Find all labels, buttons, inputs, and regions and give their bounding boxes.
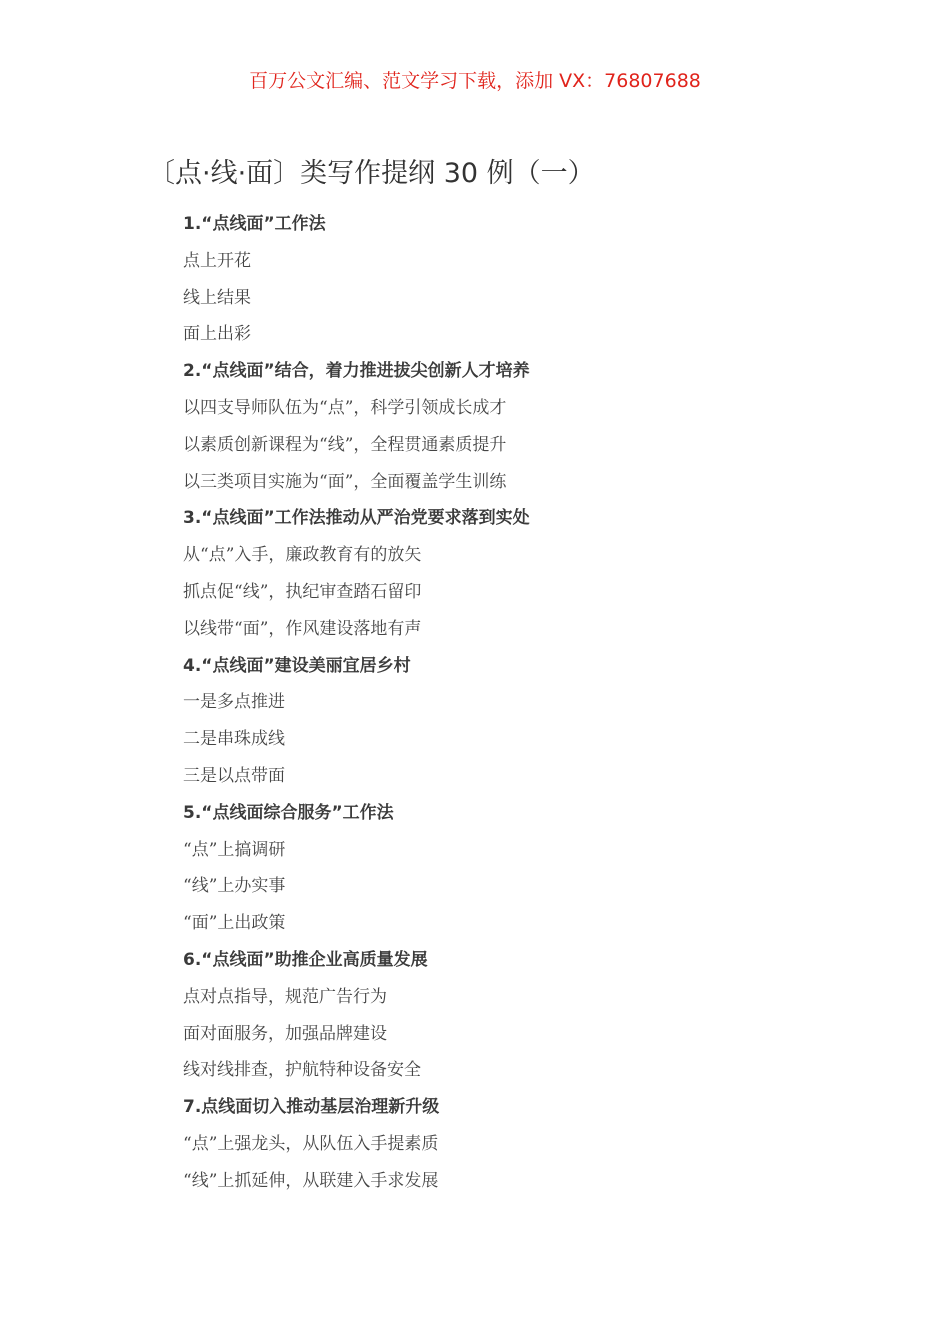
outline-section	[183, 942, 883, 1089]
section-item: 以三类项目实施为“面”，全面覆盖学生训练	[183, 471, 507, 492]
section-item: 从“点”入手，廉政教育有的放矢	[183, 545, 422, 566]
section-item: 点上开花	[183, 250, 251, 271]
section-item: “点”上搞调研	[183, 839, 286, 860]
section-item: 以线带“面”，作风建设落地有声	[183, 618, 422, 639]
section-item: 点对点指导，规范广告行为	[183, 986, 387, 1007]
section-item: 线对线排查，护航特种设备安全	[183, 1060, 421, 1081]
section-heading: 7.点线面切入推动基层治理新升级	[183, 1097, 440, 1118]
section-heading: 3.“点线面”工作法推动从严治党要求落到实处	[183, 508, 530, 529]
outline-section	[183, 206, 883, 353]
section-item: “面”上出政策	[183, 913, 286, 934]
section-item: “线”上抓延伸，从联建入手求发展	[183, 1170, 439, 1191]
outline-list	[183, 206, 883, 1200]
section-item: 二是串珠成线	[183, 729, 285, 750]
section-heading: 5.“点线面综合服务”工作法	[183, 802, 394, 823]
section-item: 线上结果	[183, 287, 251, 308]
outline-section	[183, 500, 883, 647]
section-item: 面对面服务，加强品牌建设	[183, 1023, 387, 1044]
section-item: “线”上办实事	[183, 876, 286, 897]
section-heading: 1.“点线面”工作法	[183, 214, 326, 234]
section-item: 三是以点带面	[183, 765, 285, 786]
section-item: 抓点促“线”，执纪审查踏石留印	[183, 581, 422, 602]
header-banner: 百万公文汇编、范文学习下载，添加 VX：76807688	[249, 70, 701, 92]
section-item: 以四支导师队伍为“点”，科学引领成长成才	[183, 397, 507, 418]
outline-section	[183, 795, 883, 942]
outline-section	[183, 353, 883, 500]
outline-section	[183, 648, 883, 795]
section-heading: 2.“点线面”结合，着力推进拔尖创新人才培养	[183, 361, 530, 382]
document-title: 〔点·线·面〕类写作提纲 30 例（一）	[148, 158, 595, 189]
section-item: 一是多点推进	[183, 692, 285, 713]
section-item: “点”上强龙头，从队伍入手提素质	[183, 1133, 439, 1154]
section-item: 以素质创新课程为“线”，全程贯通素质提升	[183, 434, 507, 455]
section-heading: 4.“点线面”建设美丽宜居乡村	[183, 655, 411, 676]
section-item: 面上出彩	[183, 324, 251, 345]
outline-section	[183, 1089, 883, 1199]
section-heading: 6.“点线面”助推企业高质量发展	[183, 949, 428, 970]
